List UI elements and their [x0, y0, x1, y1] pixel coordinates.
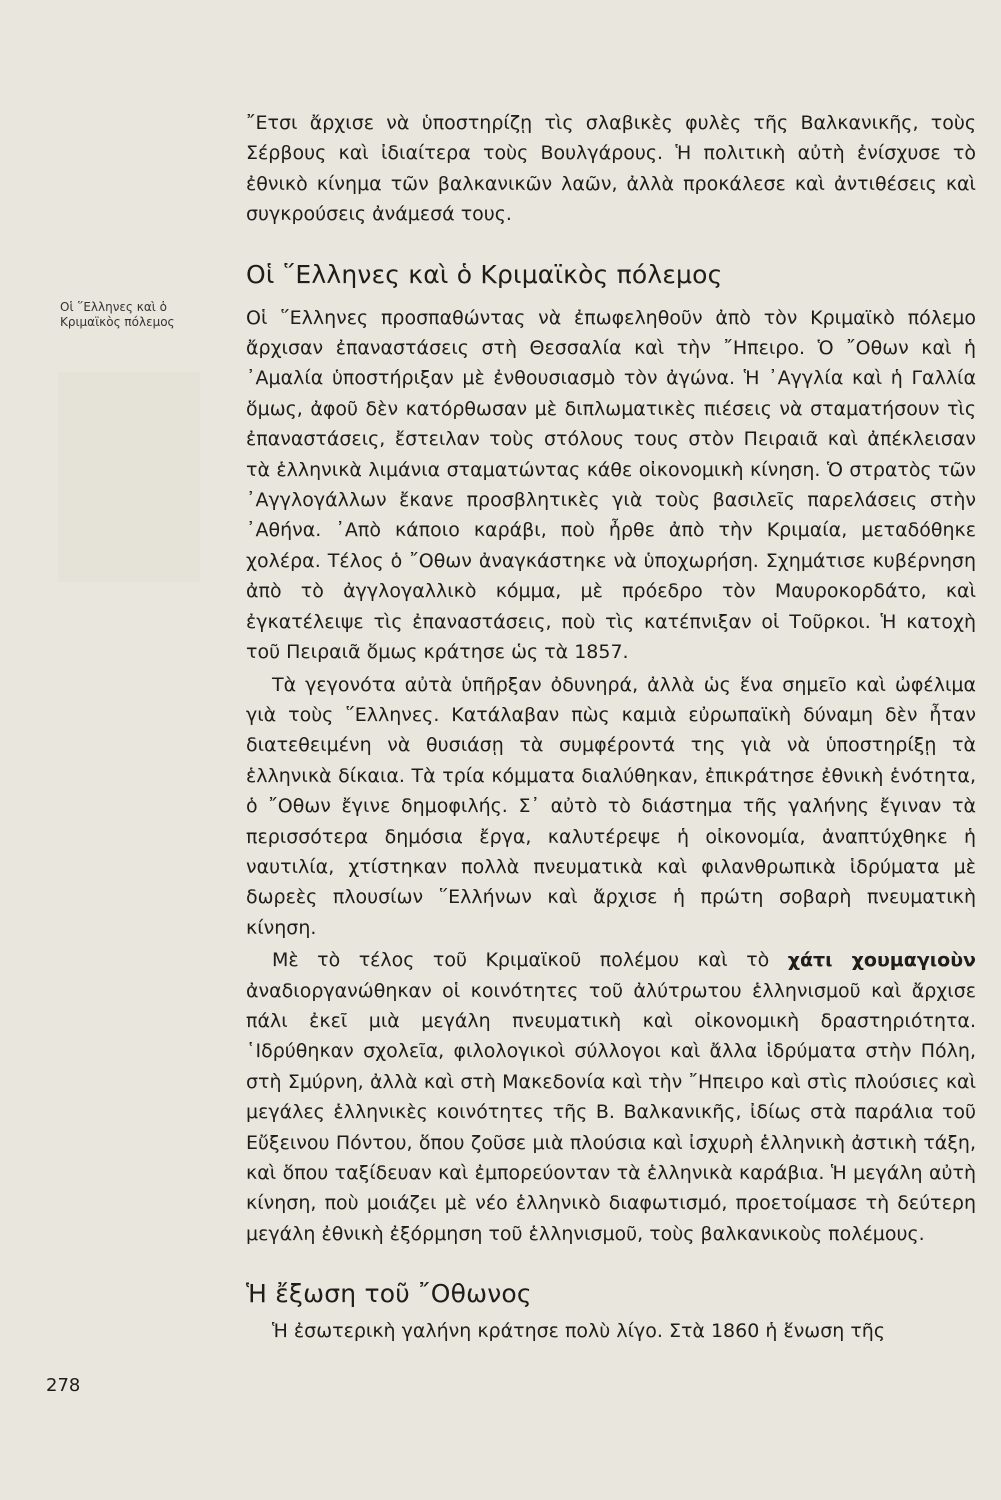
- intro-paragraph: ῎Ετσι ἄρχισε νὰ ὑποστηρίζῃ τὶς σλαβικὲς φυλὲς τῆς Βαλκανικῆς, τοὺς Σέρβους καὶ ἰδιαίτερα τοὺς Βουλγάρους. Ἡ πολιτικὴ αὐτὴ ἐνίσχυσε τὸ ἐθνικὸ κίνημα τῶν βαλκανικῶν λαῶν, ἀλλὰ προκάλεσε καὶ ἀντιθέσεις καὶ συγκρούσεις ἀνάμεσά τους.: [246, 112, 976, 226]
- hatt-i-humayun-term: χάτι χουμαγιοὺν: [787, 949, 976, 972]
- crimean-war-paragraph-1: Οἱ ῞Ελληνες προσπαθώντας νὰ ἐπωφεληθοῦν ἀπὸ τὸν Κριμαϊκὸ πόλεμο ἄρχισαν ἐπαναστάσεις στὴ Θεσσαλία καὶ τὴν ῎Ηπειρο. Ὁ ῎Οθων καὶ ἡ ᾿Αμαλία ὑποστήριξαν μὲ ἐνθουσιασμὸ τὸν ἀγώνα. Ἡ ᾿Αγγλία καὶ ἡ Γαλλία ὅμως, ἀφοῦ δὲν κατόρθωσαν μὲ διπλωματικὲς πιέσεις νὰ σταματήσουν τὶς ἐπαναστάσεις, ἔστειλαν τοὺς στόλους τους στὸν Πειραιᾶ καὶ ἀπέκλεισαν τὰ ἑλληνικὰ λιμάνια σταματώντας κάθε οἰκονομικὴ κίνηση. Ὁ στρατὸς τῶν ᾿Αγγλογάλλων ἔκανε προσβλητικὲς γιὰ τοὺς βασιλεῖς παρελάσεις στὴν ᾿Αθήνα. ᾿Απὸ κάποιο καράβι, ποὺ ἦρθε ἀπὸ τὴν Κριμαία, μεταδόθηκε χολέρα. Τέλος ὁ ῎Οθων ἀναγκάστηκε νὰ ὑποχωρήση. Σχημάτισε κυβέρνηση ἀπὸ τὸ ἀγγλογαλλικὸ κόμμα, μὲ πρόεδρο τὸν Μαυροκορδάτο, καὶ ἐγκατέλειψε τὶς ἐπαναστάσεις, ποὺ τὶς κατέπνιξαν οἱ Τοῦρκοι. Ἡ κατοχὴ τοῦ Πειραιᾶ ὅμως κράτησε ὡς τὰ 1857.: [246, 306, 976, 664]
- margin-note: Οἱ ῞Ελληνες καὶ ὁ Κριμαϊκὸς πόλεμος: [60, 300, 175, 329]
- section-heading-crimean-war: Οἱ ῞Ελληνες καὶ ὁ Κριμαϊκὸς πόλεμος: [246, 259, 723, 289]
- show-through-image: [58, 372, 200, 582]
- crimean-war-paragraph-2: Τὰ γεγονότα αὐτὰ ὑπῆρξαν ὀδυνηρά, ἀλλὰ ὡς ἕνα σημεῖο καὶ ὠφέλιμα γιὰ τοὺς ῞Ελληνες. Κατάλαβαν πὼς καμιὰ εὐρωπαϊκὴ δύναμη δὲν ἦταν διατεθειμένη νὰ θυσιάσῃ τὰ συμφέροντά της γιὰ νὰ ὑποστηρίξῃ τὰ ἑλληνικὰ δίκαια. Τὰ τρία κόμματα διαλύθηκαν, ἐπικράτησε ἐθνικὴ ἑνότητα, ὁ ῎Οθων ἔγινε δημοφιλής. Σ᾿ αὐτὸ τὸ διάστημα τῆς γαλήνης ἔγιναν τὰ περισσότερα δημόσια ἔργα, καλυτέρεψε ἡ οἰκονομία, ἀναπτύχθηκε ἡ ναυτιλία, χτίστηκαν πολλὰ πνευματικὰ καὶ φιλανθρωπικὰ ἱδρύματα μὲ δωρεὲς πλουσίων ῞Ελλήνων καὶ ἄρχισε ἡ πρώτη σοβαρὴ πνευματικὴ κίνηση.: [246, 673, 976, 939]
- main-text-column: [246, 108, 976, 1347]
- expulsion-paragraph-1: Ἡ ἐσωτερικὴ γαλήνη κράτησε πολὺ λίγο. Στὰ 1860 ἡ ἕνωση τῆς: [272, 1320, 885, 1343]
- paragraph-3-start: Μὲ τὸ τέλος τοῦ Κριμαϊκοῦ πολέμου καὶ τὸ: [272, 949, 788, 972]
- section-heading-expulsion-of-otto: Ἡ ἔξωση τοῦ ῎Οθωνος: [246, 1279, 532, 1309]
- paragraph-3-rest: ἀναδιοργανώθηκαν οἱ κοινότητες τοῦ ἀλύτρωτου ἑλληνισμοῦ καὶ ἄρχισε πάλι ἐκεῖ μιὰ μεγάλη πνευματικὴ καὶ οἰκονομικὴ δραστηριότητα. ῾Ιδρύθηκαν σχολεῖα, φιλολογικοὶ σύλλογοι καὶ ἄλλα ἱδρύματα στὴν Πόλη, στὴ Σμύρνη, ἀλλὰ καὶ στὴ Μακεδονία καὶ τὴν ῎Ηπειρο καὶ στὶς πλούσιες καὶ μεγάλες ἑλληνικὲς κοινότητες τῆς Β. Βαλκανικῆς, ἰδίως στὰ παράλια τοῦ Εὔξεινου Πόντου, ὅπου ζοῦσε μιὰ πλούσια καὶ ἰσχυρὴ ἑλληνικὴ ἀστικὴ τάξη, καὶ ὅπου ταξίδευαν καὶ ἐμπορεύονταν τὰ ἑλληνικὰ καράβια. Ἡ μεγάλη αὐτὴ κίνηση, ποὺ μοιάζει μὲ νέο ἑλληνικὸ διαφωτισμό, προετοίμασε τὴ δεύτερη μεγάλη ἐθνικὴ ἐξόρμηση τοῦ ἑλληνισμοῦ, τοὺς βαλκανικοὺς πολέμους.: [246, 979, 976, 1245]
- page-number: 278: [46, 1375, 81, 1396]
- crimean-war-paragraph-3: [246, 945, 976, 1249]
